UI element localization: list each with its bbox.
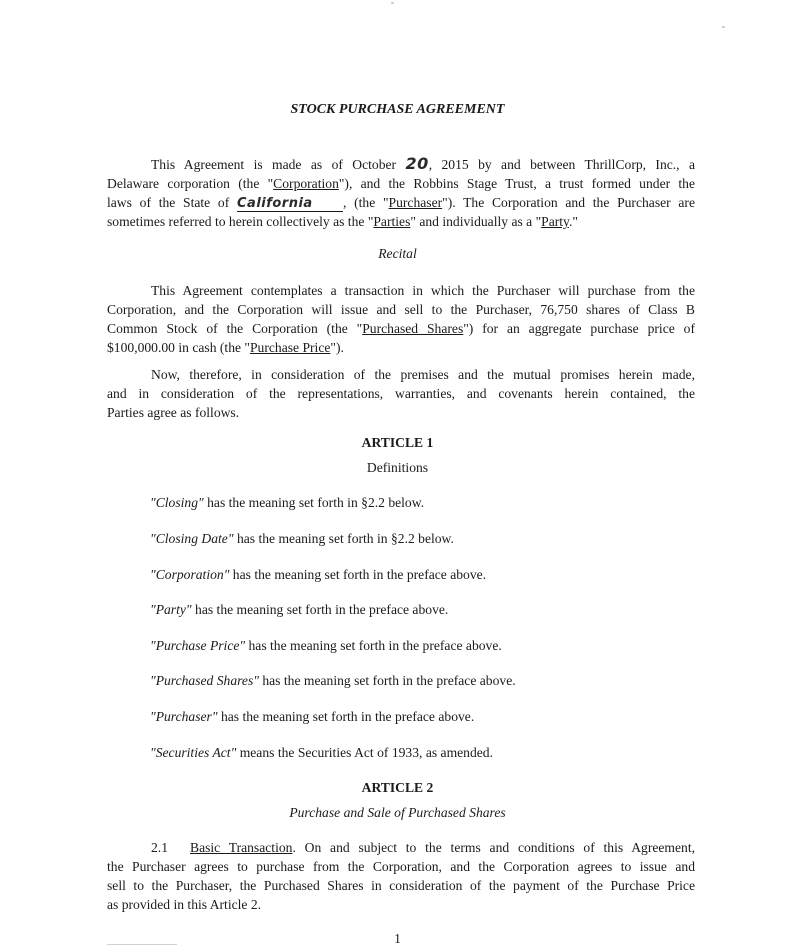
article-2-subheading: Purchase and Sale of Purchased Shares xyxy=(289,805,506,820)
scan-speck xyxy=(391,2,394,4)
section-line: the Purchaser agrees to purchase from the Corporation, and the Corporation agrees to issue and xyxy=(107,859,695,874)
recital-line: Corporation, and the Corporation will issue and sell to the Purchaser, 76,750 shares of Class B xyxy=(107,302,695,317)
definition-party: "Party" has the meaning set forth in the preface above. xyxy=(150,602,449,617)
scan-speck xyxy=(722,26,725,28)
definition-purchased-shares: "Purchased Shares" has the meaning set forth in the preface above. xyxy=(150,673,516,688)
defined-term-purchased-shares: Purchased Shares xyxy=(362,321,464,336)
document-title: STOCK PURCHASE AGREEMENT xyxy=(290,102,505,117)
definition-purchaser: "Purchaser" has the meaning set forth in the preface above. xyxy=(150,709,475,724)
defined-term-purchaser: Purchaser xyxy=(388,195,443,210)
section-line: 2.1 Basic Transaction. On and subject to the terms and conditions of this Agreement, xyxy=(151,840,695,855)
defined-term-corporation: Corporation xyxy=(273,176,339,191)
defined-term-purchase-price: Purchase Price xyxy=(249,340,331,355)
recital-line: $100,000.00 in cash (the "Purchase Price"). xyxy=(107,340,344,355)
consideration-line: and in consideration of the representations, warranties, and covenants herein contained, the xyxy=(107,386,695,401)
section-number: 2.1 xyxy=(151,840,168,855)
article-2-heading: ARTICLE 2 xyxy=(361,780,434,795)
defined-term-party: Party xyxy=(541,214,569,229)
preface-line: Delaware corporation (the "Corporation"), and the Robbins Stage Trust, a trust formed under the xyxy=(107,176,695,191)
section-2-1-paragraph xyxy=(107,838,695,914)
preface-line: This Agreement is made as of October 20, 2015 by and between ThrillCorp, Inc., a xyxy=(151,154,696,173)
page-number: 1 xyxy=(394,931,401,946)
definition-purchase-price: "Purchase Price" has the meaning set forth in the preface above. xyxy=(150,638,502,653)
definition-closing-date: "Closing Date" has the meaning set forth in §2.2 below. xyxy=(150,531,454,546)
recital-heading: Recital xyxy=(378,246,417,261)
consideration-paragraph xyxy=(107,365,695,422)
state-blank xyxy=(237,196,343,212)
section-line: as provided in this Article 2. xyxy=(107,897,262,912)
preface-line: laws of the State of California , (the "Purchaser"). The Corporation and the Purchaser are xyxy=(107,195,695,211)
defined-term-parties: Parties xyxy=(373,214,411,229)
consideration-line: Now, therefore, in consideration of the premises and the mutual promises herein made, xyxy=(151,367,695,382)
recital-paragraph xyxy=(107,281,695,357)
article-1-subheading: Definitions xyxy=(366,460,429,475)
section-title: Basic Transaction xyxy=(190,840,293,855)
section-line: sell to the Purchaser, the Purchased Shares in consideration of the payment of the Purchase Price xyxy=(107,878,695,893)
definition-closing: "Closing" has the meaning set forth in §2.2 below. xyxy=(150,495,425,510)
preface-paragraph xyxy=(107,154,695,231)
article-1-heading: ARTICLE 1 xyxy=(361,435,434,450)
recital-line: Common Stock of the Corporation (the "Purchased Shares") for an aggregate purchase price of xyxy=(107,321,695,336)
preface-line: sometimes referred to herein collectively as the "Parties" and individually as a "Party." xyxy=(107,214,578,229)
consideration-line: Parties agree as follows. xyxy=(107,405,240,420)
handwritten-state: California xyxy=(237,196,313,211)
definition-corporation: "Corporation" has the meaning set forth in the preface above. xyxy=(150,567,487,582)
recital-line: This Agreement contemplates a transaction in which the Purchaser will purchase from the xyxy=(151,283,695,298)
definition-securities-act: "Securities Act" means the Securities Act of 1933, as amended. xyxy=(150,745,493,760)
handwritten-day: 20 xyxy=(405,154,429,173)
